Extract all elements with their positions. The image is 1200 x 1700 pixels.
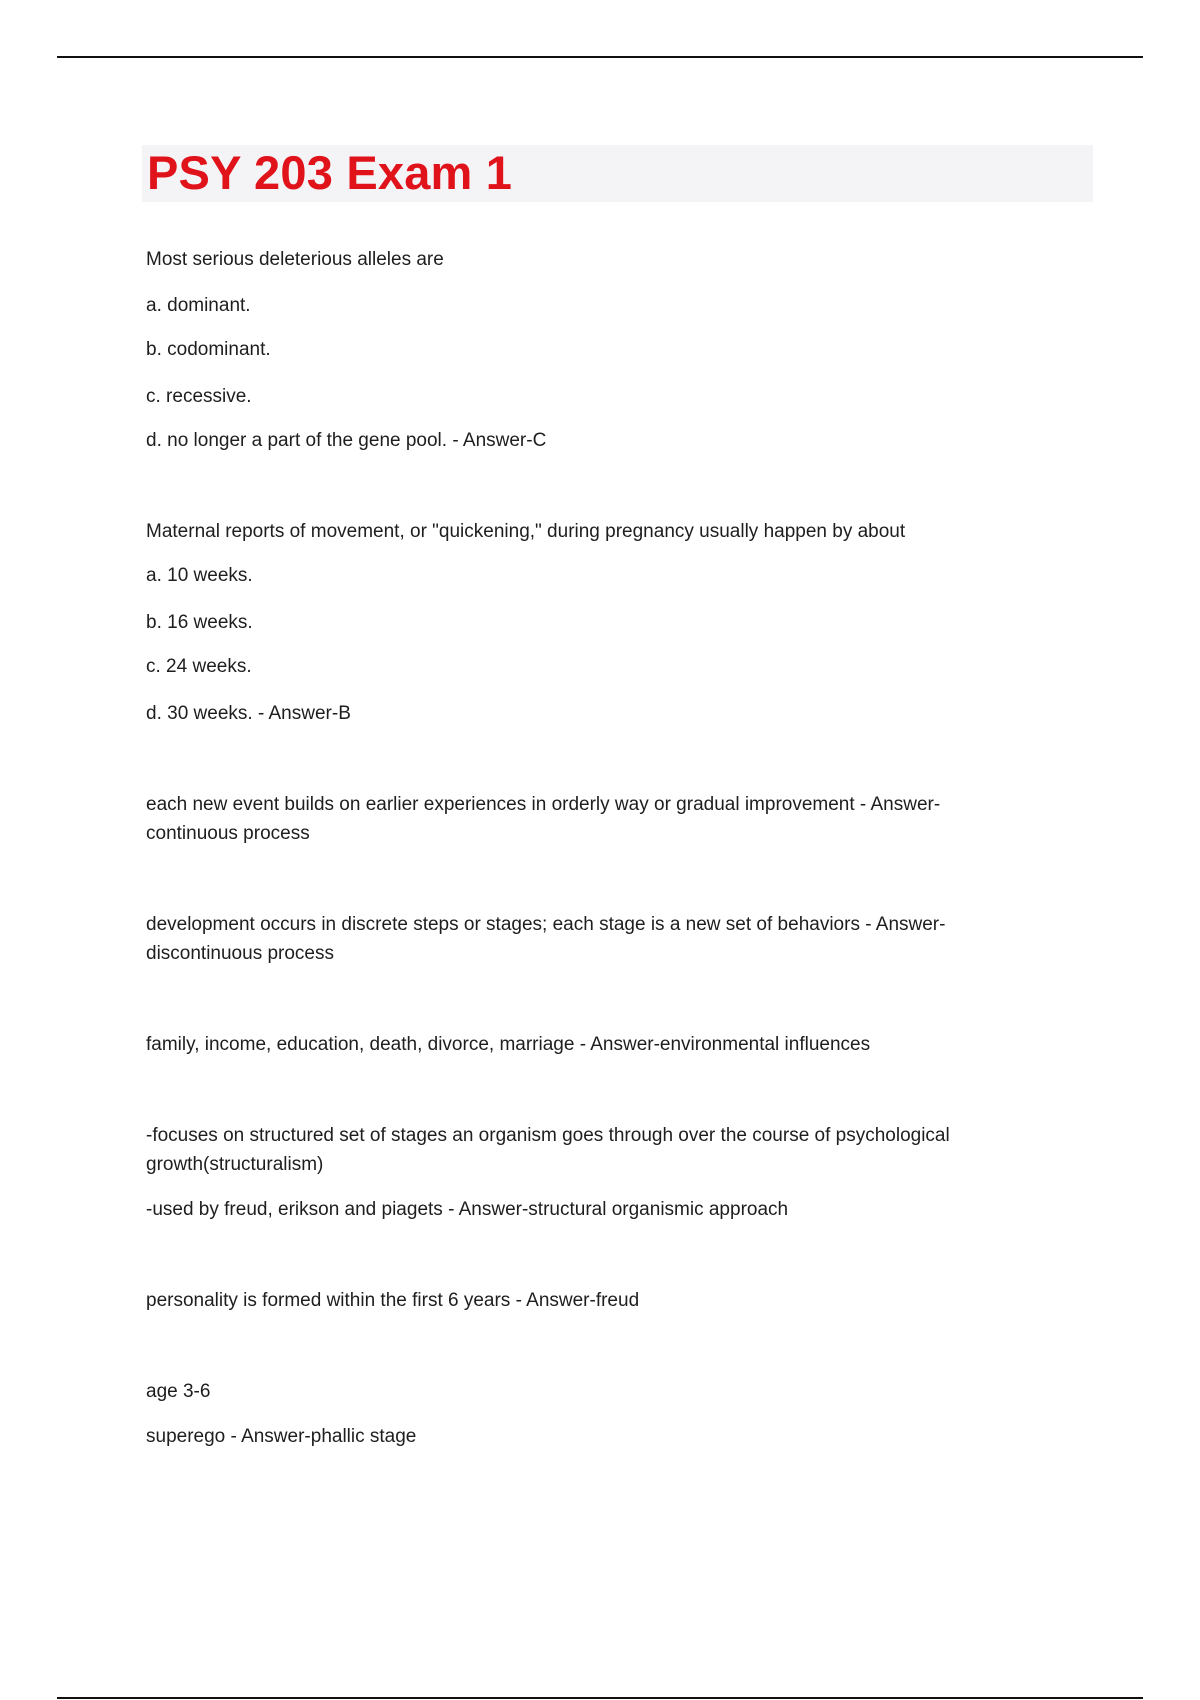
top-divider xyxy=(57,56,1143,58)
question-1-option-b: b. codominant. xyxy=(146,339,271,360)
flashcard-phallic-stage-2: superego - Answer-phallic stage xyxy=(146,1426,417,1447)
bottom-divider xyxy=(57,1697,1143,1699)
flashcard-continuous-process: each new event builds on earlier experiences in orderly way or gradual improvement - Answer-continuous process xyxy=(146,794,941,844)
flashcard-discontinuous-process: development occurs in discrete steps or stages; each stage is a new set of behaviors - Answer-discontinuous process xyxy=(146,914,946,964)
flashcard-freud: personality is formed within the first 6 years - Answer-freud xyxy=(146,1290,640,1311)
flashcard-phallic-stage-1: age 3-6 xyxy=(146,1381,211,1402)
question-1-stem: Most serious deleterious alleles are xyxy=(146,249,444,270)
question-2-option-c: c. 24 weeks. xyxy=(146,656,252,677)
question-2-option-b: b. 16 weeks. xyxy=(146,612,253,633)
question-2-option-a: a. 10 weeks. xyxy=(146,565,253,586)
question-2-stem: Maternal reports of movement, or "quickening," during pregnancy usually happen by about xyxy=(146,521,906,542)
flashcard-structural-organismic-1: -focuses on structured set of stages an organism goes through over the course of psychological growth(structuralism) xyxy=(146,1125,950,1175)
question-1-option-a: a. dominant. xyxy=(146,295,251,316)
question-2-option-d: d. 30 weeks. - Answer-B xyxy=(146,703,351,724)
flashcard-environmental-influences: family, income, education, death, divorce, marriage - Answer-environmental influences xyxy=(146,1034,871,1055)
flashcard-structural-organismic-2: -used by freud, erikson and piagets - Answer-structural organismic approach xyxy=(146,1199,789,1220)
question-1-option-c: c. recessive. xyxy=(146,386,252,407)
page-title: PSY 203 Exam 1 xyxy=(147,146,513,199)
question-1-option-d: d. no longer a part of the gene pool. - Answer-C xyxy=(146,430,547,451)
